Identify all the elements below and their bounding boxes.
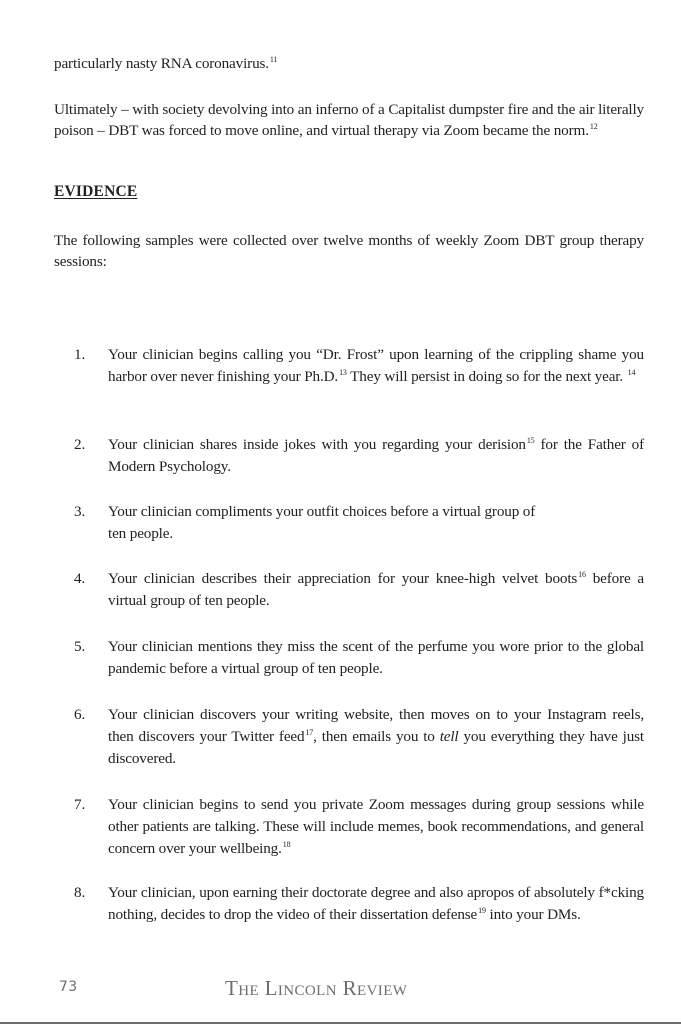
page-number: 73: [59, 979, 78, 995]
paragraph-intro: The following samples were collected over twelve months of weekly Zoom DBT group therapy sessions:: [54, 232, 644, 270]
text-run: , then emails you to: [313, 728, 440, 745]
list-number: 3.: [74, 503, 86, 520]
paragraph-text: Ultimately – with society devolving into an inferno of a Capitalist dumpster fire and the air literally poison – DBT was forced to move online, and virtual therapy via Zoom became the norm.: [54, 101, 644, 139]
list-item-text: [108, 568, 644, 612]
list-item: [74, 794, 644, 860]
footnote-ref[interactable]: 15: [526, 436, 535, 445]
emphasis-text: tell: [439, 728, 459, 745]
footnote-ref[interactable]: 17: [305, 728, 314, 737]
text-run: Your clinician shares inside jokes with you regarding your derision: [108, 436, 526, 453]
list-number: 7.: [74, 796, 86, 813]
footnote-ref[interactable]: 12: [589, 122, 598, 131]
list-number: 5.: [74, 638, 86, 655]
list-number: 8.: [74, 884, 86, 901]
list-number: 6.: [74, 706, 86, 723]
list-item-text: [108, 882, 644, 926]
list-item-text: [108, 344, 644, 388]
list-number: 1.: [74, 346, 86, 363]
list-item: [74, 434, 644, 478]
list-item: [74, 568, 644, 612]
text-run: you everything they have just discovered.: [108, 728, 644, 767]
list-number: 4.: [74, 570, 86, 587]
footnote-ref[interactable]: 11: [269, 55, 278, 64]
text-run: Your clinician, upon earning their doctorate degree and also apropos of absolutely f*cking nothing, decides to drop the video of their dissertation defense: [108, 884, 644, 923]
paragraph-coronavirus: [54, 53, 644, 74]
footnote-ref[interactable]: 18: [282, 840, 291, 849]
list-item: [74, 636, 644, 680]
list-item-text: [108, 434, 644, 478]
text-run: before a virtual group of ten people.: [108, 570, 644, 609]
list-item: [74, 501, 644, 545]
footnote-ref[interactable]: 14: [627, 368, 636, 377]
list-item: [74, 344, 644, 388]
text-run: for the Father of Modern Psychology.: [108, 436, 644, 475]
footnote-ref[interactable]: 16: [578, 570, 586, 579]
list-item: [74, 882, 644, 926]
running-footer-title: The Lincoln Review: [225, 976, 408, 1000]
text-run: Your clinician compliments your outfit choices before a virtual group of: [108, 503, 536, 520]
text-run: They will persist in doing so for the next year.: [346, 368, 627, 385]
text-run: Your clinician begins calling you “Dr. Frost” upon learning of the crippling shame you harbor over never finishing your Ph.D.: [108, 346, 644, 385]
footnote-ref[interactable]: 19: [478, 906, 486, 915]
list-item-text: [108, 794, 644, 860]
list-item-text: Your clinician mentions they miss the scent of the perfume you wore prior to the global pandemic before a virtual group of ten people.: [108, 638, 644, 677]
list-item: [74, 704, 644, 770]
list-number: 2.: [74, 436, 86, 453]
list-item-text: [108, 501, 644, 545]
list-item-text: [108, 704, 644, 770]
section-heading-evidence: EVIDENCE: [54, 183, 138, 200]
text-run: ten people.: [108, 525, 173, 542]
text-run: Your clinician discovers your writing website, then moves on to your Instagram reels, then discovers your Twitter feed: [108, 706, 644, 745]
footnote-ref[interactable]: 13: [339, 368, 347, 377]
text-run: into your DMs.: [485, 906, 581, 923]
paragraph-text: particularly nasty RNA coronavirus.: [54, 55, 269, 72]
paragraph-ultimately: [54, 99, 644, 141]
text-run: Your clinician begins to send you private Zoom messages during group sessions while other patients are talking. These will include memes, book recommendations, and general concern over your wellbeing.: [108, 796, 644, 857]
text-run: Your clinician describes their appreciation for your knee-high velvet boots: [108, 570, 578, 587]
